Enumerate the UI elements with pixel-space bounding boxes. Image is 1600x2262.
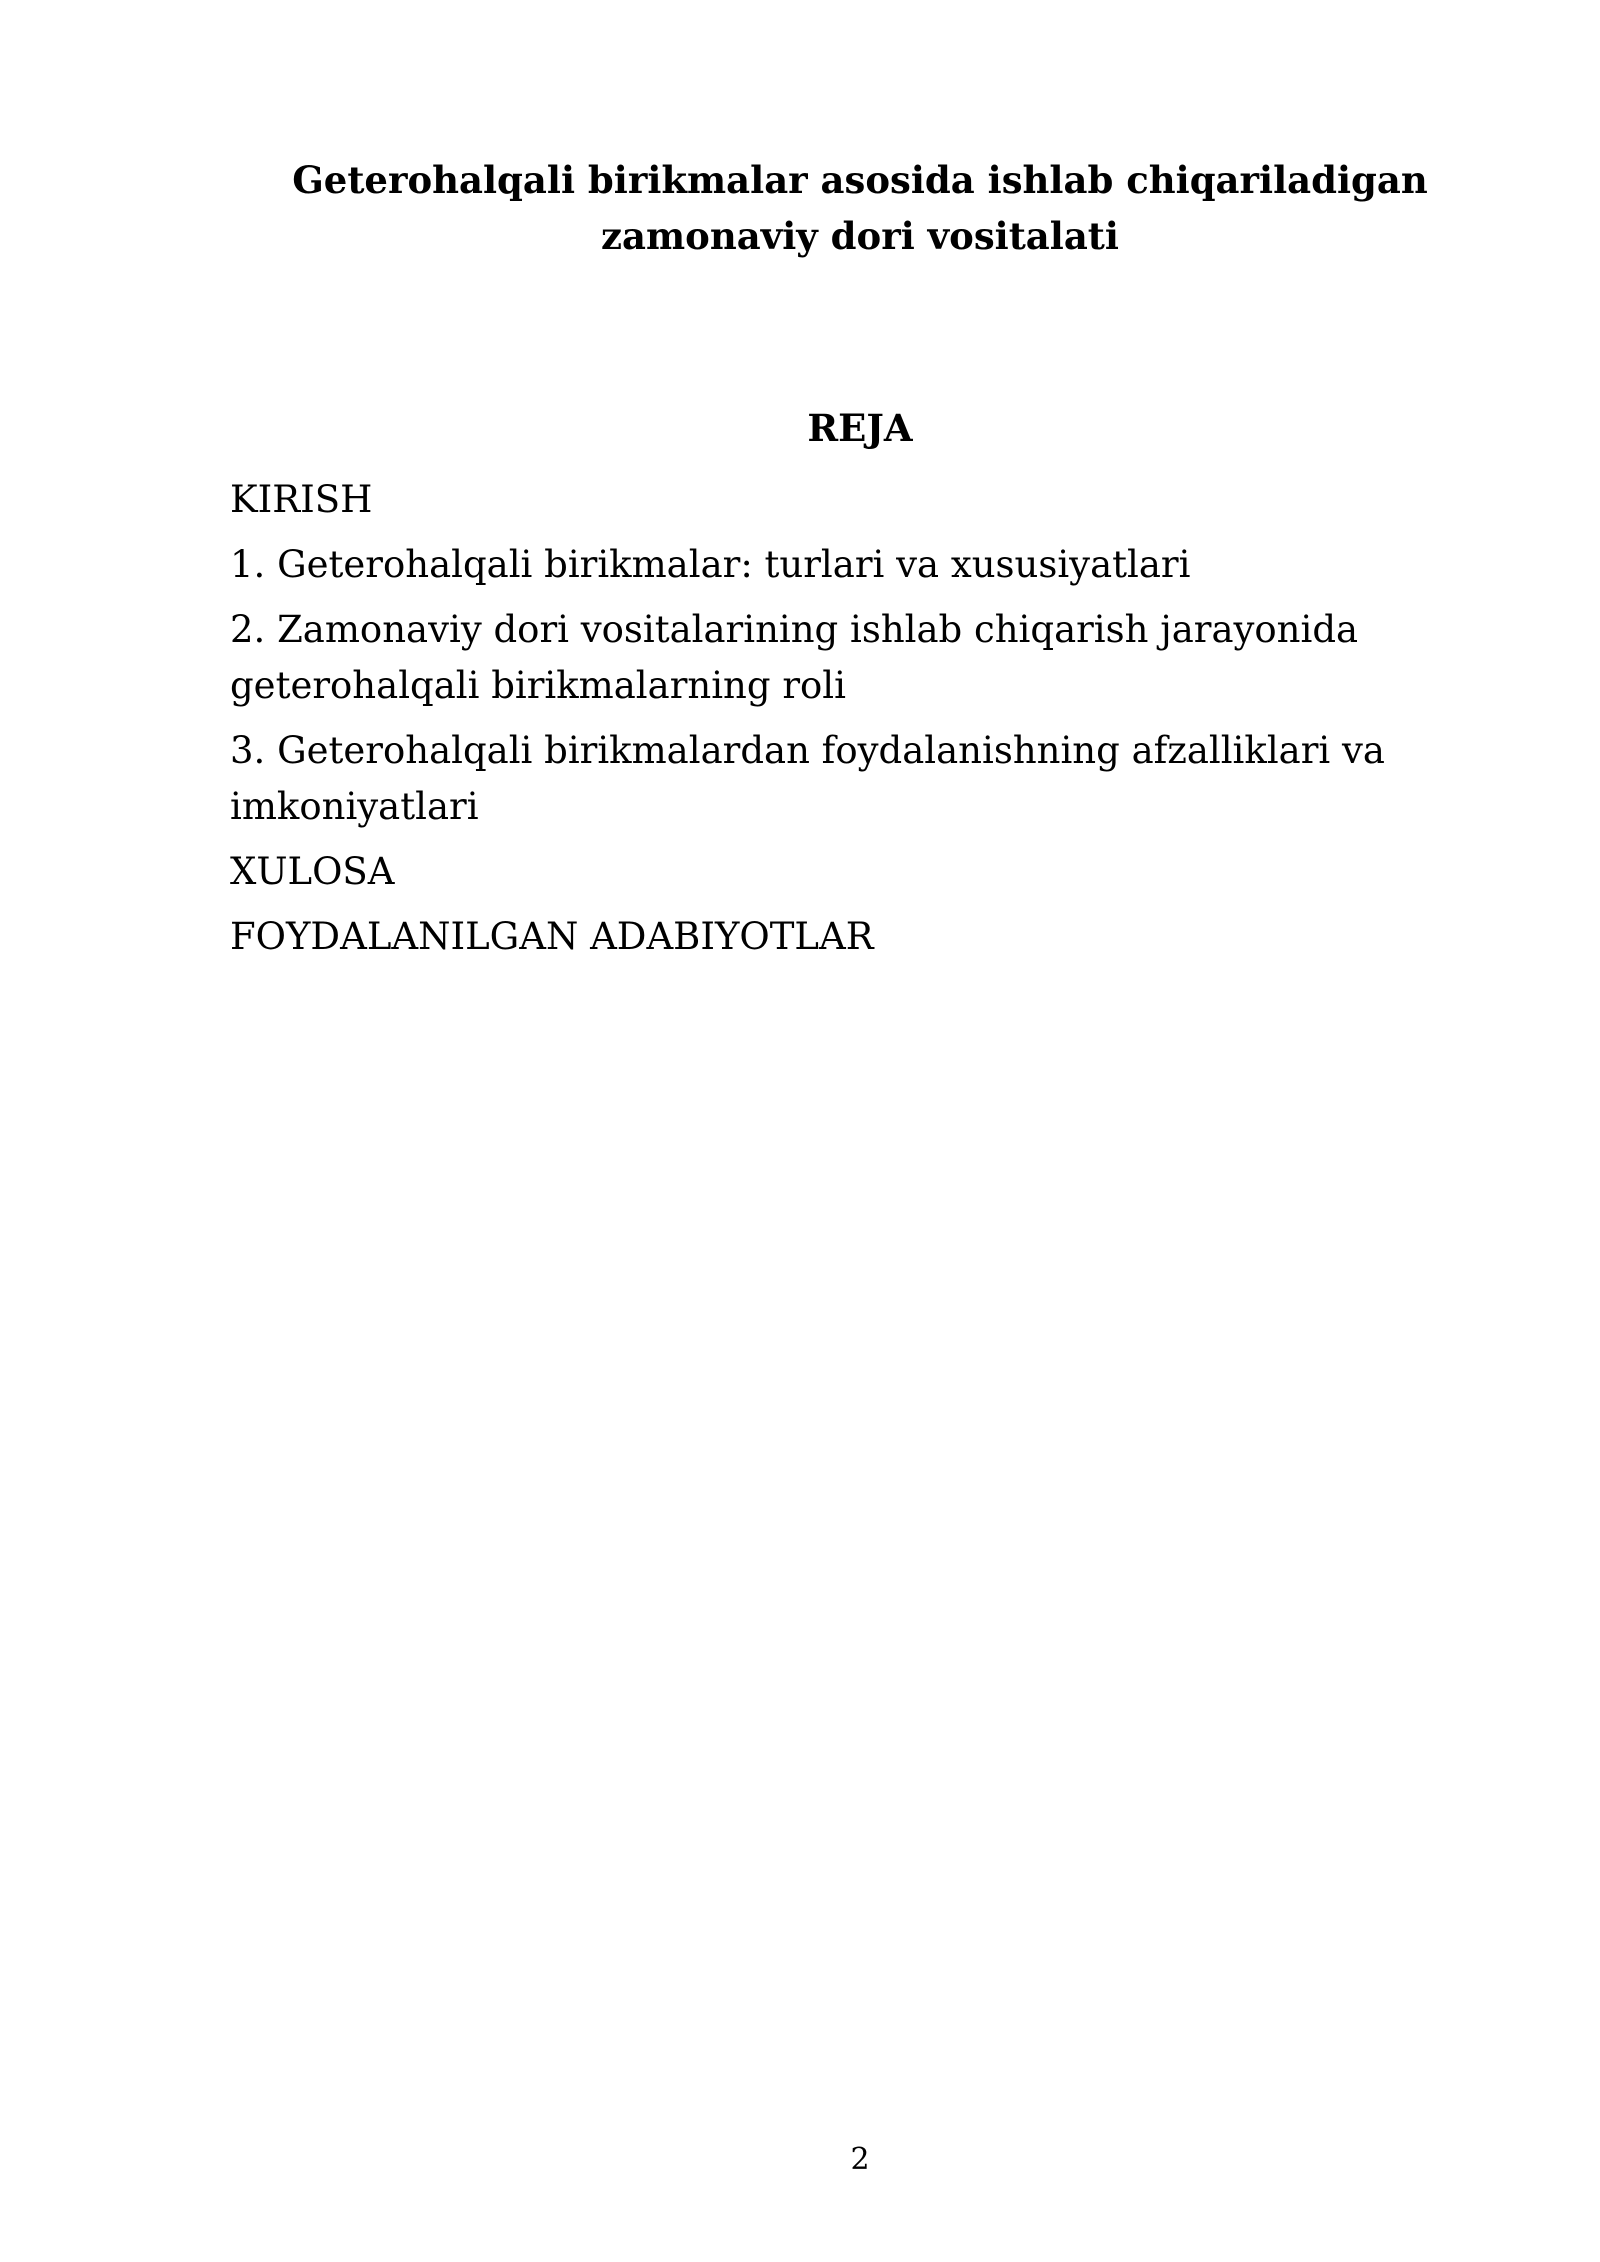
plan-item-references: FOYDALANILGAN ADABIYOTLAR — [230, 915, 874, 958]
document-title: Geterohalqali birikmalar asosida ishlab chiqariladigan zamonaviy dori vositalati — [292, 158, 1428, 258]
plan-item-conclusion: XULOSA — [230, 850, 395, 893]
plan-list — [230, 472, 1430, 974]
plan-item-section-3: 3. Geterohalqali birikmalardan foydalanishning afzalliklari va imkoniyatlari — [230, 729, 1385, 828]
page-number: 2 — [850, 2142, 870, 2177]
plan-item-section-1: 1. Geterohalqali birikmalar: turlari va xususiyatlari — [230, 543, 1191, 586]
plan-item-section-2: 2. Zamonaviy dori vositalarining ishlab chiqarish jarayonida geterohalqali birikmalarning roli — [230, 608, 1359, 707]
plan-heading: REJA — [807, 406, 913, 450]
plan-item-introduction: KIRISH — [230, 478, 373, 521]
